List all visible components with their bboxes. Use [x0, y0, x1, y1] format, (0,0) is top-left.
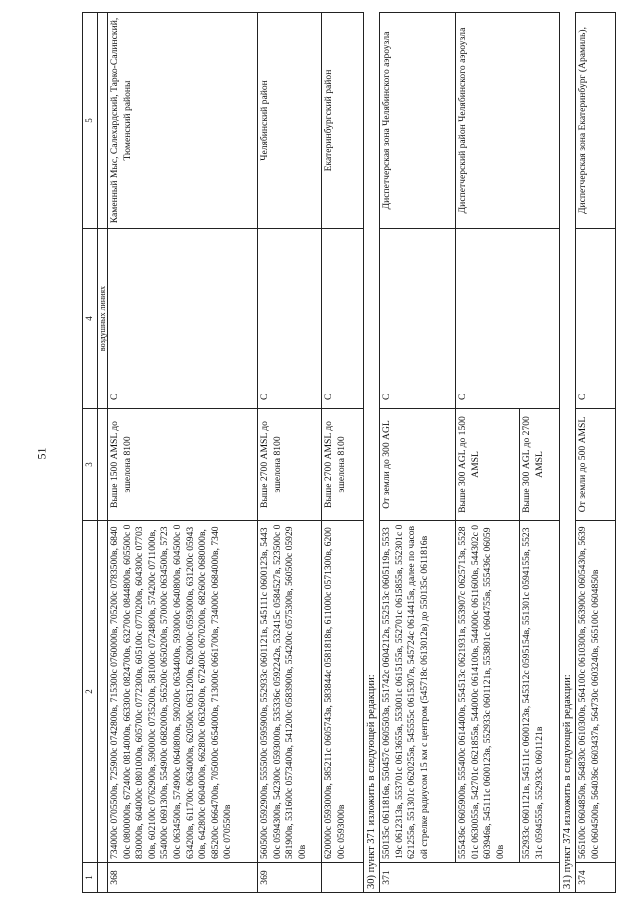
header-row	[83, 13, 98, 893]
rotated-table-frame	[82, 13, 634, 893]
section-31-heading: 31) пункт 374 изложить в следующей редакции:	[560, 13, 576, 893]
table-row	[322, 13, 364, 893]
lines-cell: С	[258, 229, 322, 409]
subheader-col-4: воздушных линиях	[98, 229, 108, 409]
table-row	[108, 13, 258, 893]
coordinates-cell: 550135с 0611816в, 550457с 0605503в, 551742с 0604212в, 552513с 0605119в, 553319с 0612313в, 553701с 0613655в, 553001с 0615155в, 552701с 0615855в, 552301с 0621255в, 551301с 0620255в, 545555с 0615307в, 545724с 0614415в, далее по часовой стрелке радиусом 15 км с центром (545718с 0613012в) до 550135с 0611816в	[380, 521, 456, 863]
altitude-cell: Выше 2700 AMSL до эшелона 8100	[322, 409, 364, 521]
row-number: 371	[380, 863, 560, 893]
altitude-cell: Выше 1500 AMSL до эшелона 8100	[108, 409, 258, 521]
lines-cell: С	[108, 229, 258, 409]
region-cell: Челябинский район	[258, 13, 322, 229]
lines-cell: С	[322, 229, 364, 409]
altitude-cell: От земли до 500 AMSL	[576, 409, 616, 521]
subheader-row	[98, 13, 108, 893]
altitude-cell: От земли до 300 AGL	[380, 409, 456, 521]
coordinates-cell: 555436с 0605900в, 555400с 0614400в, 554513с 0621931в, 553907с 0625713в, 552801с 0630055в, 542701с 0621855в, 544000с 0614100в, 544000с 0611600в, 544302с 0603946в, 545111с 0600123в, 552933с 0601121в, 553801с 0604755в, 555436с 0605900в	[456, 521, 520, 863]
lines-cell: С	[456, 229, 560, 409]
altitude-cell: Выше 300 AGL до 2700 AMSL	[520, 409, 560, 521]
table-row	[380, 13, 456, 893]
region-cell: Каменный Мыс, Салехардский, Тарко-Салинский, Тюменский районы	[108, 13, 258, 229]
region-cell: Диспетчерский район Челябинского аэроузла	[456, 13, 560, 229]
region-cell: Диспетчерская зона Челябинского аэроузла	[380, 13, 456, 229]
row-number: 369	[258, 863, 322, 893]
coordinates-cell: 734000с 0705500в, 725900с 0742800в, 715300с 0760000в, 705200с 0783500в, 684000с 0800000в, 672400с 0814000в, 663300с 0824700в, 632700с 0844800в, 605500с 0830000в, 604000с 0801000в, 605700с 0772300в, 605100с 0770200в, 604300с 0770300в, 602100с 0762900в, 590000с 0735200в, 581000с 0724800в, 574200с 0711000в, 554000с 0691300в, 554900с 0682000в, 565200с 0650200в, 570000с 0634500в, 572300с 0634500в, 574900с 0640800в, 590200с 0634400в, 593000с 0640800в, 604500с 0634200в, 611700с 0634000в, 620500с 0631200в, 620000с 0593000в, 631200с 0594300в, 642800с 0604000в, 662800с 0632600в, 672400с 0670200в, 682600с 0680000в, 685200с 0664700в, 705000с 0654000в, 713000с 0661700в, 734000с 0684000в, 734000с 0705500в	[108, 521, 258, 863]
header-col-2: 2	[83, 521, 98, 863]
section-heading-row	[560, 13, 576, 893]
page-number: 51	[34, 447, 49, 460]
header-col-4: 4	[83, 229, 98, 409]
region-cell: Екатеринбургский район	[322, 13, 364, 229]
header-col-1: 1	[83, 863, 98, 893]
lines-cell: С	[576, 229, 616, 409]
table-row	[258, 13, 322, 893]
header-col-5: 5	[83, 13, 98, 229]
coordinates-cell: 620000с 0593000в, 585211с 0605743в, 583844с 0581818в, 611000с 0571300в, 620000с 0593000в	[322, 521, 364, 863]
section-heading-row	[364, 13, 380, 893]
airspace-table	[82, 12, 616, 893]
altitude-cell: Выше 2700 AMSL до эшелона 8100	[258, 409, 322, 521]
header-col-3: 3	[83, 409, 98, 521]
coordinates-cell: 560500с 0592900в, 555500с 0595900в, 552933с 0601121в, 545111с 0600123в, 544300с 0594300в, 542300с 0593000в, 535336с 0592242в, 532415с 0584527в, 523500с 0581900в, 531600с 0573400в, 541200с 0583900в, 554200с 0575300в, 560500с 0592900в	[258, 521, 322, 863]
altitude-cell: Выше 300 AGL до 1500 AMSL	[456, 409, 520, 521]
region-cell: Диспетчерская зона Екатеринбург (Арамиль),	[576, 13, 616, 229]
coordinates-cell: 565100с 0604850в, 564830с 0610300в, 564100с 0610300в, 563900с 0605430в, 563900с 0604500в, 564036с 0603437в, 564730с 0603240в, 565100с 0604850в	[576, 521, 616, 863]
row-number	[322, 863, 364, 893]
lines-cell: С	[380, 229, 456, 409]
row-number: 374	[576, 863, 616, 893]
section-30-heading: 30) пункт 371 изложить в следующей редакции:	[364, 13, 380, 893]
row-number: 368	[108, 863, 258, 893]
table-row	[456, 13, 520, 893]
coordinates-cell: 552933с 0601121в, 545111с 0600123в, 545312с 0595154в, 551301с 0594155в, 552331с 0594555в, 552933с 0601121в	[520, 521, 560, 863]
table-row	[576, 13, 616, 893]
